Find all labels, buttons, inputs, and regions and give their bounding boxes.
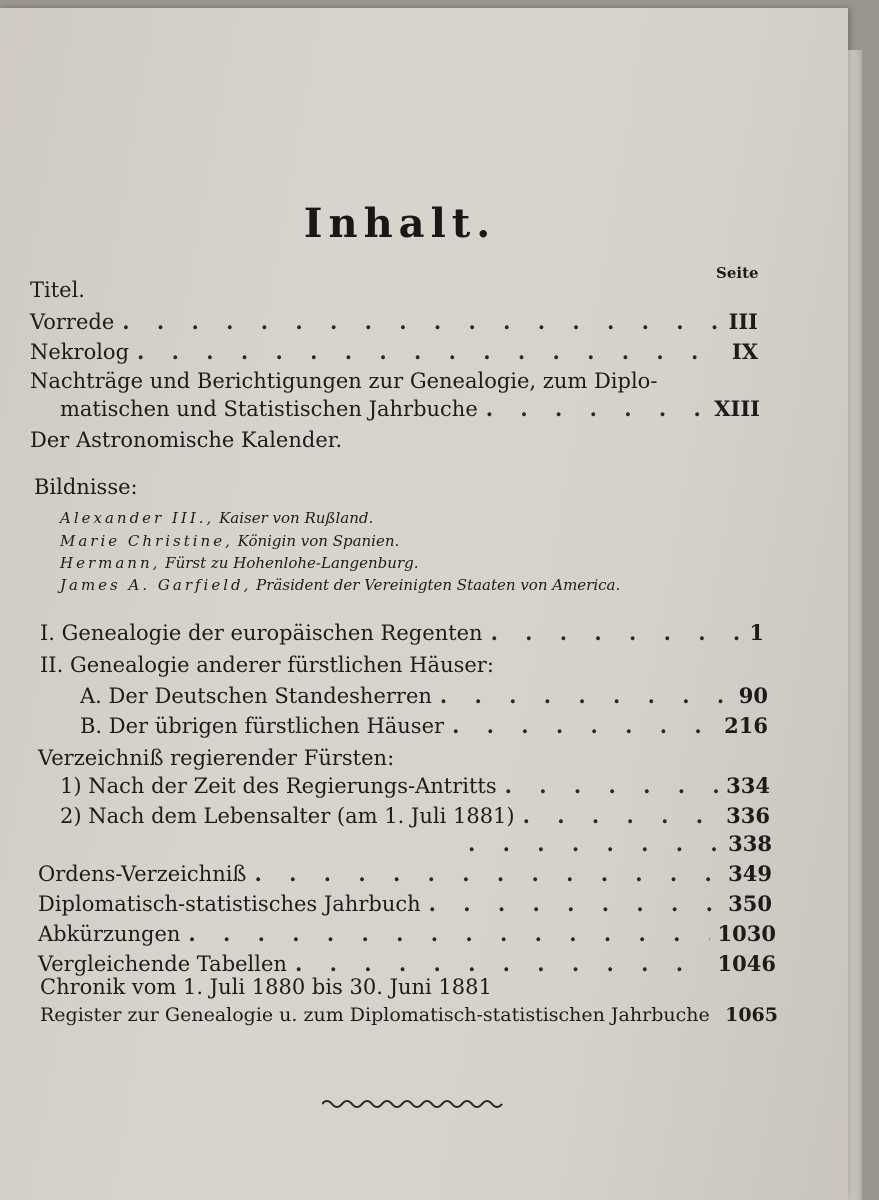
page-title: Inhalt. xyxy=(303,200,497,247)
entry-ordens-verzeichniss xyxy=(38,861,772,886)
leader-dots xyxy=(122,309,720,334)
entry-label: Nekrolog xyxy=(30,340,130,364)
entry-nekrolog xyxy=(30,339,758,364)
portrait-desc: Königin von Spanien. xyxy=(237,532,400,550)
column-header-seite: Seite xyxy=(716,264,759,282)
leader-dots xyxy=(429,891,721,916)
verzeichniss-heading: Verzeichniß regierender Fürsten: xyxy=(38,746,395,770)
entry-diplomatisch xyxy=(38,891,772,916)
leader-dots xyxy=(137,339,724,364)
entry-page: 1065 xyxy=(725,1004,778,1026)
entry-page: 334 xyxy=(726,773,770,798)
entry-label: Abkürzungen xyxy=(38,922,181,946)
verzeichniss-item-1 xyxy=(60,773,770,798)
entry-label: Register zur Genealogie u. zum Diplomatisch-statistischen Jahrbuche xyxy=(40,1004,710,1026)
leader-dots xyxy=(440,683,731,708)
entry-page: 350 xyxy=(728,891,772,916)
entry-section-2: II. Genealogie anderer fürstlichen Häuser: xyxy=(40,653,494,677)
entry-page: 1030 xyxy=(717,921,776,946)
entry-label: Vorrede xyxy=(30,310,115,334)
wavy-ornament-icon xyxy=(322,1094,504,1110)
portrait-name: James A. Garfield, xyxy=(60,576,252,594)
portrait-name: Marie Christine, xyxy=(60,532,233,550)
entry-section-2a xyxy=(80,683,768,708)
portrait-name: Alexander III., xyxy=(60,509,215,527)
entry-page: 90 xyxy=(738,683,768,708)
book-page xyxy=(0,8,848,1200)
entry-register xyxy=(40,1004,778,1026)
portrait-desc: Kaiser von Rußland. xyxy=(219,509,374,527)
entry-label: B. Der übrigen fürstlichen Häuser xyxy=(80,714,445,738)
entry-label: Diplomatisch-statistisches Jahrbuch xyxy=(38,892,421,916)
entry-vorrede xyxy=(30,309,758,334)
entry-page: IX xyxy=(731,339,758,364)
verzeichniss-item-2 xyxy=(60,803,770,828)
entry-section-2b xyxy=(80,713,768,738)
entry-label: Ordens-Verzeichniß xyxy=(38,862,247,886)
entry-vergleichende-tabellen xyxy=(38,951,776,976)
entry-section-1 xyxy=(40,620,764,645)
entry-label: 2) Nach dem Lebensalter (am 1. Juli 1881) xyxy=(60,804,515,828)
entry-page: 336 xyxy=(726,803,770,828)
bildnisse-heading: Bildnisse: xyxy=(34,475,138,499)
entry-page: III xyxy=(728,309,758,334)
leader-dots xyxy=(295,951,710,976)
leader-dots xyxy=(468,831,720,856)
entry-nachtraege xyxy=(60,396,760,421)
entry-label: matischen und Statistischen Jahrbuche xyxy=(60,397,478,421)
entry-nachtraege-line1: Nachträge und Berichtigungen zur Genealogie, zum Diplo- xyxy=(30,369,658,393)
entry-label: 1) Nach der Zeit des Regierungs-Antritts xyxy=(60,774,497,798)
entry-page: 349 xyxy=(728,861,772,886)
entry-label: Vergleichende Tabellen xyxy=(38,952,287,976)
entry-page: 216 xyxy=(724,713,768,738)
entry-page: 1046 xyxy=(717,951,776,976)
entry-chronik: Chronik vom 1. Juli 1880 bis 30. Juni 1881 xyxy=(40,975,492,999)
leader-dots xyxy=(486,396,706,421)
entry-page: XIII xyxy=(714,396,760,421)
portrait-item xyxy=(60,576,620,594)
leader-dots xyxy=(452,713,716,738)
entry-page: 338 xyxy=(728,831,772,856)
portrait-desc: Präsident der Vereinigten Staaten von America. xyxy=(256,576,621,594)
leader-dots xyxy=(523,803,719,828)
leader-dots xyxy=(491,620,742,645)
leader-dots xyxy=(505,773,719,798)
portrait-item xyxy=(60,509,373,527)
portrait-desc: Fürst zu Hohenlohe-Langenburg. xyxy=(165,554,419,572)
entry-page: 1 xyxy=(749,620,764,645)
verzeichniss-item-3 xyxy=(460,831,772,856)
portrait-item xyxy=(60,532,399,550)
leader-dots xyxy=(188,921,709,946)
entry-label: I. Genealogie der europäischen Regenten xyxy=(40,621,483,645)
leader-dots xyxy=(254,861,720,886)
entry-titel: Titel. xyxy=(30,278,85,302)
portrait-name: Hermann, xyxy=(60,554,161,572)
entry-label: A. Der Deutschen Standesherren xyxy=(80,684,432,708)
entry-astronomischer-kalender: Der Astronomische Kalender. xyxy=(30,428,343,452)
entry-abkuerzungen xyxy=(38,921,776,946)
portrait-item xyxy=(60,554,419,572)
